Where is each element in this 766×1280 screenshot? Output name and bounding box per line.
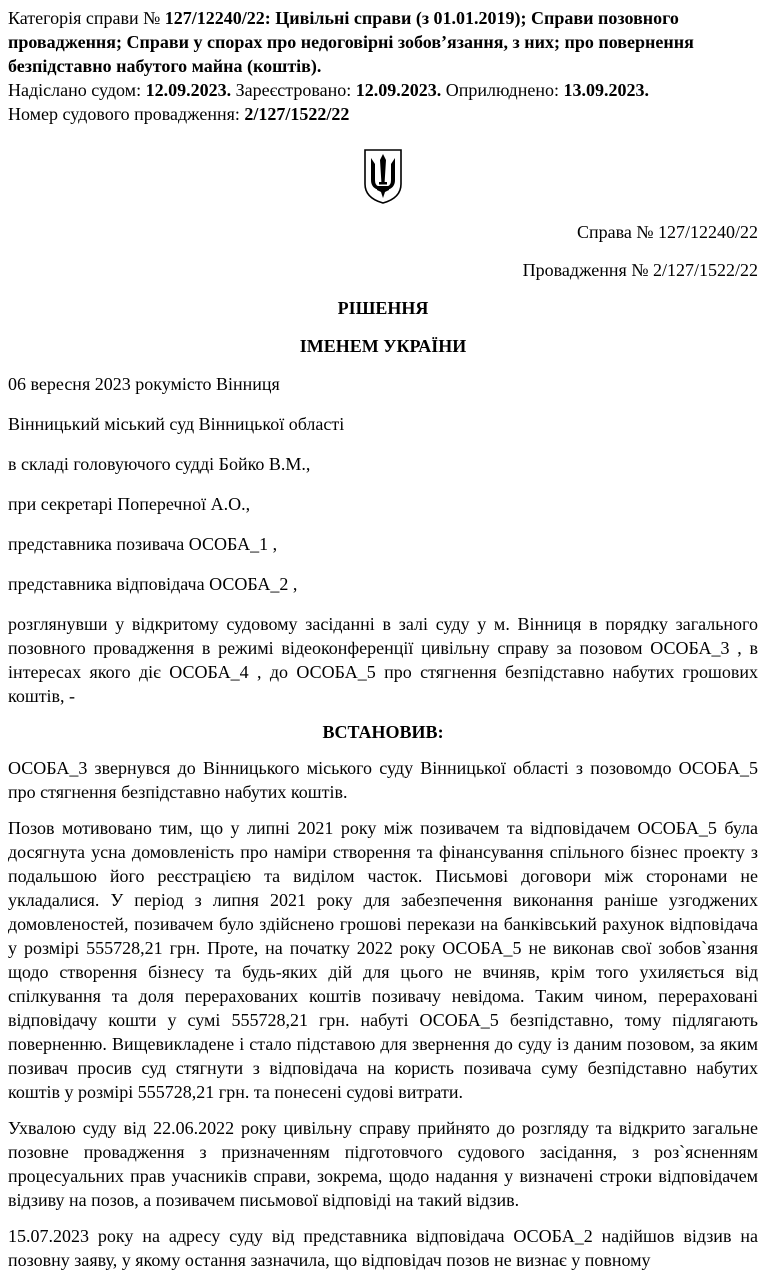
case-number: Справа № 127/12240/22 (576, 222, 758, 242)
intro-judge: в складі головуючого судді Бойко В.М., (8, 454, 311, 474)
intro-court: Вінницький міський суд Вінницької області (8, 414, 345, 434)
intro-date-city: 06 вересня 2023 рокумісто Вінниця (8, 374, 280, 394)
considered-paragraph: розглянувши у відкритому судовому засіданні в залі суду у м. Вінниця в порядку загального позовного провадження в режимі відеоконференції цивільну справу за позовом ОСОБА_3 , в інтересах якого діє ОСОБА_4 , до ОСОБА_5 про стягнення безпідставно набутих грошових коштів, - (8, 614, 758, 706)
case-category (8, 6, 758, 78)
document-page (8, 6, 758, 1272)
sent-date: 12.09.2023. (145, 80, 232, 100)
sent-label: Надіслано судом: (8, 80, 146, 100)
body-paragraph-2: Позов мотивовано тим, що у липні 2021 року між позивачем та відповідачем ОСОБА_5 була досягнута усна домовленість про наміри створення та фінансування спільного бізнес проекту з подальшою його реєстрацією та виділом часток. Письмові договори між сторонами не укладалися. У період з липня 2021 року для забезпечення виконання раніше узгоджених домовленостей, позивачем було здійснено грошові перекази на банківський рахунок відповідача у розмірі 555728,21 грн. Проте, на початку 2022 року ОСОБА_5 не виконав свої зобов`язання щодо створення бізнесу та будь-яких дій для цього не вчиняв, крім того ухиляється від спілкування та доля перерахованих коштів позивачу невідома. Таким чином, перераховані відповідачу кошти у сумі 555728,21 грн. набуті ОСОБА_5 безпідставно, тому підлягають поверненню. Вищевикладене і стало підставою для звернення до суду із даним позовом, за яким позивач просив суд стягнути з відповідача на користь позивача суму безпідставно набутих коштів у розмірі 555728,21 грн. та понесені судові витрати. (8, 818, 758, 1102)
category-value: 127/12240/22: Цивільні справи (з 01.01.2019); Справи позовного провадження; Справи у спорах про недоговірні зобов’язання, з них; про повернення безпідставно набутого майна (коштів). (8, 8, 694, 76)
decision-title: РІШЕННЯ (337, 298, 429, 318)
proceeding-label: Номер судового провадження: (8, 104, 245, 124)
in-name-title: ІМЕНЕМ УКРАЇНИ (299, 336, 467, 356)
proceeding-value: 2/127/1522/22 (244, 104, 350, 124)
intro-defendant-rep: представника відповідача ОСОБА_2 , (8, 574, 298, 594)
body-paragraph-4: 15.07.2023 року на адресу суду від представника відповідача ОСОБА_2 надійшов відзив на позовну заяву, у якому остання зазначила, що відповідач позов не визнає у повному (8, 1226, 758, 1270)
case-metadata (8, 6, 758, 126)
registered-date: 12.09.2023. (355, 80, 442, 100)
trident-icon (359, 146, 407, 206)
published-date: 13.09.2023. (563, 80, 649, 100)
proceeding-number (8, 102, 758, 126)
case-dates (8, 78, 758, 102)
published-label: Оприлюднено: (441, 80, 564, 100)
established-title: ВСТАНОВИВ: (322, 722, 444, 742)
registered-label: Зареєстровано: (231, 80, 356, 100)
body-paragraph-3: Ухвалою суду від 22.06.2022 року цивільну справу прийнято до розгляду та відкрито загальне позовне провадження з призначенням підготовчого судового засідання, з роз`ясненням процесуальних прав учасників справи, зокрема, щодо надання у визначені строки відповідачем відзиву на позов, а позивачем письмової відповіді на такий відзив. (8, 1118, 758, 1210)
proceeding-number-right: Провадження № 2/127/1522/22 (522, 260, 758, 280)
intro-plaintiff-rep: представника позивача ОСОБА_1 , (8, 534, 278, 554)
body-paragraph-1: ОСОБА_3 звернувся до Вінницького міського суду Вінницької області з позовомдо ОСОБА_5 про стягнення безпідставно набутих коштів. (8, 758, 758, 802)
intro-secretary: при секретарі Поперечної А.О., (8, 494, 251, 514)
category-label: Категорія справи № (8, 8, 165, 28)
